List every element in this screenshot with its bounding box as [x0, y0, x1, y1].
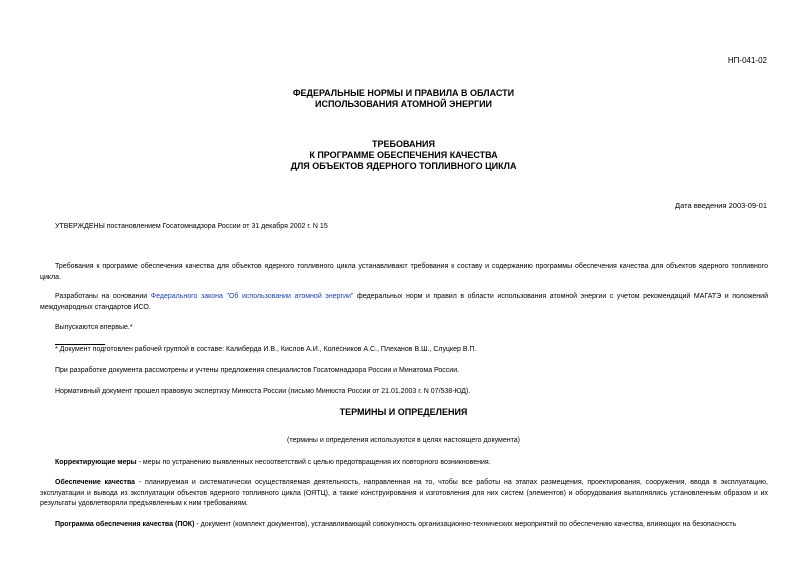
- paragraph-first-issue: Выпускаются впервые.*: [55, 324, 133, 331]
- term-definition: - меры по устранению выявленных несоответствий с целью предотвращения их повторного возникновения.: [136, 459, 491, 466]
- federal-law-link[interactable]: Федерального закона "Об использовании атомной энергии": [150, 293, 354, 300]
- section-note: (термины и определения используются в целях настоящего документа): [287, 437, 520, 444]
- title-line-2: ИСПОЛЬЗОВАНИЯ АТОМНОЙ ЭНЕРГИИ: [314, 99, 493, 109]
- paragraph-basis-pre: Разработаны на основании: [55, 293, 151, 300]
- term-name: Корректирующие меры: [55, 459, 137, 466]
- paragraph-basis: [40, 292, 768, 313]
- approval-keyword: УТВЕРЖДЕНЫ: [55, 223, 105, 230]
- footnote-working-group: * Документ подготовлен рабочей группой в составе: Калиберда И.В., Кислов А.И., Колесников А.С., Плеханов В.Ш., Слуцкер В.П.: [55, 346, 477, 353]
- term-name: Обеспечение качества: [55, 479, 136, 486]
- document-code: НП-041-02: [727, 56, 767, 65]
- paragraph-basis-post: федеральных норм и правил в области использования атомной энергии с учетом рекомендаций МАГАТЭ и положений международных стандартов ИСО.: [40, 293, 768, 311]
- term-definition: - планируемая и систематически осуществляемая деятельность, направленная на то, чтобы все работы на этапах размещения, проектирования, сооружения, ввода в эксплуатацию, эксплуатации и вывода из эксплуатации объектов ядерного топливного цикла (ОЯТЦ), а также конструирования и изготовления для них систем (элементов) и оборудования выполнялись установленным образом и их результаты удовлетворяли предъявленным к ним требованиям.: [40, 479, 769, 507]
- footnote-proposals: При разработке документа рассмотрены и учтены предложения специалистов Госатомнадзора России и Минатома России.: [55, 367, 460, 374]
- paragraph-purpose: Требования к программе обеспечения качества для объектов ядерного топливного цикла устанавливают требования к составу и содержанию программы обеспечения качества для объектов ядерного топливного цикла.: [40, 263, 768, 281]
- term-quality-assurance: [40, 478, 768, 510]
- requirements-line-2: К ПРОГРАММЕ ОБЕСПЕЧЕНИЯ КАЧЕСТВА: [309, 150, 498, 160]
- footnote-legal-review: Нормативный документ прошел правовую экспертизу Минюста России (письмо Минюста России от 21.01.2003 г. N 07/538-ЮД).: [55, 388, 471, 395]
- introduction-date: Дата введения 2003-09-01: [675, 201, 767, 210]
- requirements-line-3: ДЛЯ ОБЪЕКТОВ ЯДЕРНОГО ТОПЛИВНОГО ЦИКЛА: [290, 161, 517, 171]
- title-block-requirements: [0, 139, 807, 172]
- requirements-line-1: ТРЕБОВАНИЯ: [372, 139, 435, 149]
- approval-statement: [40, 222, 768, 233]
- term-definition: - документ (комплект документов), устанавливающий совокупность организационно-технических мероприятий по обеспечению качества, влияющих на безопасность: [194, 521, 737, 528]
- approval-text: постановлением Госатомнадзора России от 31 декабря 2002 г. N 15: [104, 223, 328, 230]
- section-title: ТЕРМИНЫ И ОПРЕДЕЛЕНИЯ: [339, 407, 468, 417]
- title-block-norms: [0, 88, 807, 110]
- term-name: Программа обеспечения качества (ПОК): [55, 521, 195, 528]
- term-corrective-measures: [40, 458, 768, 469]
- term-quality-program: [40, 520, 768, 531]
- title-line-1: ФЕДЕРАЛЬНЫЕ НОРМЫ И ПРАВИЛА В ОБЛАСТИ: [292, 88, 515, 98]
